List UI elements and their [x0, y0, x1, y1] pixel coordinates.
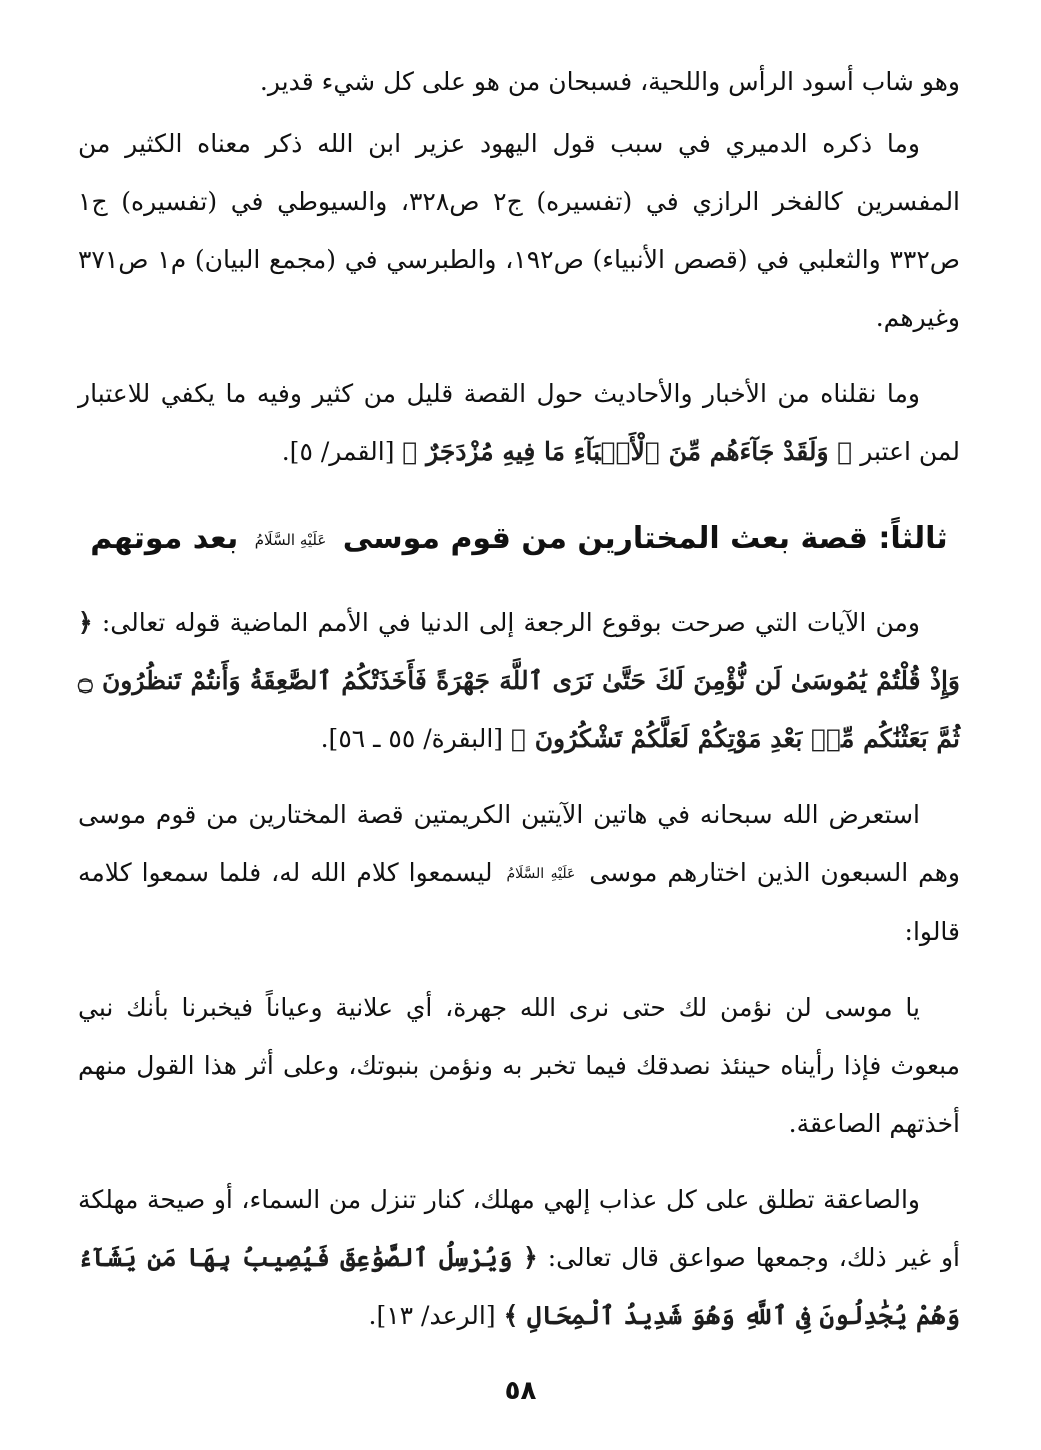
paragraph-7-text: والصاعقة تطلق على كل عذاب إلهي مهلك، كنار تنزل من السماء، أو صيحة مهلكة أو غير ذلك، وجمعها صواعق قال تعالى:: [78, 1185, 960, 1272]
page-number: ٥٨: [504, 1376, 537, 1406]
paragraph-akhbar: [78, 365, 960, 481]
quran-verse-qamar: ﴿ وَلَقَدْ جَآءَهُم مِّنَ ٱلْأَنۢبَآءِ مَا فِيهِ مُزْدَجَرٌ ﴾: [402, 437, 853, 466]
paragraph-ayat: [78, 594, 960, 768]
paragraph-saiqa: [78, 1171, 960, 1345]
paragraph-continuation: [78, 52, 960, 111]
verse-reference-baqara: [البقرة/ ٥٥ ـ ٥٦].: [320, 723, 504, 753]
paragraph-ya-musa: [78, 979, 960, 1153]
paragraph-damiri: [78, 115, 960, 347]
paragraph-1-text: وهو شاب أسود الرأس واللحية، فسبحان من هو على كل شيء قدير.: [259, 67, 960, 96]
paragraph-2-text: وما ذكره الدميري في سبب قول اليهود عزير ابن الله ذكر معناه الكثير من المفسرين كالفخر الرازي في (تفسيره) ج٢ ص٣٢٨، والسيوطي في (تفسيره) ج١ ص٣٣٢ والثعلبي في (قصص الأنبياء) ص١٩٢، والطبرسي في (مجمع البيان) م١ ص٣٧١ وغيرهم.: [78, 129, 961, 332]
paragraph-5-text-b: ليسمعوا كلام الله له، فلما سمعوا كلامه قالوا:: [78, 857, 960, 946]
quran-verse-raad: ﴿ وَيُرْسِلُ ٱلصَّوَٰعِقَ فَيُصِيبُ بِهَا مَن يَشَآءُ وَهُمْ يُجَٰدِلُونَ فِى ٱللَّهِ وَهُوَ شَدِيدُ ٱلْمِحَالِ ﴾: [78, 1243, 960, 1330]
heading-number: ثالثاً:: [878, 521, 948, 556]
paragraph-6-text: يا موسى لن نؤمن لك حتى نرى الله جهرة، أي علانية وعياناً فيخبرنا بأنك نبي مبعوث فإذا رأيناه حينئذ نصدقك فيما تخبر به ونؤمن بنبوتك، وعلى أثر هذا القول منهم أخذتهم الصاعقة.: [78, 993, 960, 1138]
paragraph-5-text-a: استعرض الله سبحانه في هاتين الآيتين الكريمتين قصة المختارين من قوم موسى وهم السبعون الذين اختارهم موسى: [78, 799, 960, 887]
paragraph-4-text: ومن الآيات التي صرحت بوقوع الرجعة إلى الدنيا في الأمم الماضية قوله تعالى:: [101, 607, 920, 637]
section-heading: [78, 509, 960, 570]
page-body: [78, 52, 960, 1363]
verse-reference-qamar: [القمر/ ٥].: [281, 437, 395, 466]
salutation-glyph: عَلَيْهِ السَّلَامُ: [254, 530, 327, 549]
heading-tail: بعد موتهم: [90, 521, 239, 556]
salutation-inline: عَلَيْهِ السَّلَامُ: [506, 866, 576, 882]
verse-reference-raad: [الرعد/ ١٣].: [368, 1301, 496, 1330]
paragraph-3-text: وما نقلناه من الأخبار والأحاديث حول القصة قليل من كثير وفيه ما يكفي للاعتبار لمن اعتبر: [78, 379, 960, 466]
heading-title: قصة بعث المختارين من قوم موسى: [342, 521, 868, 556]
paragraph-istarad: [78, 786, 960, 962]
quran-verse-baqara: ﴿ وَإِذْ قُلْتُمْ يَٰمُوسَىٰ لَن نُّؤْمِنَ لَكَ حَتَّىٰ نَرَى ٱللَّهَ جَهْرَةً فَأَخَذَتْكُمُ ٱلصَّٰعِقَةُ وَأَنتُمْ تَنظُرُونَ ۝ ثُمَّ بَعَثْنَٰكُم مِّنۢ بَعْدِ مَوْتِكُمْ لَعَلَّكُمْ تَشْكُرُونَ ﴾: [78, 607, 960, 753]
